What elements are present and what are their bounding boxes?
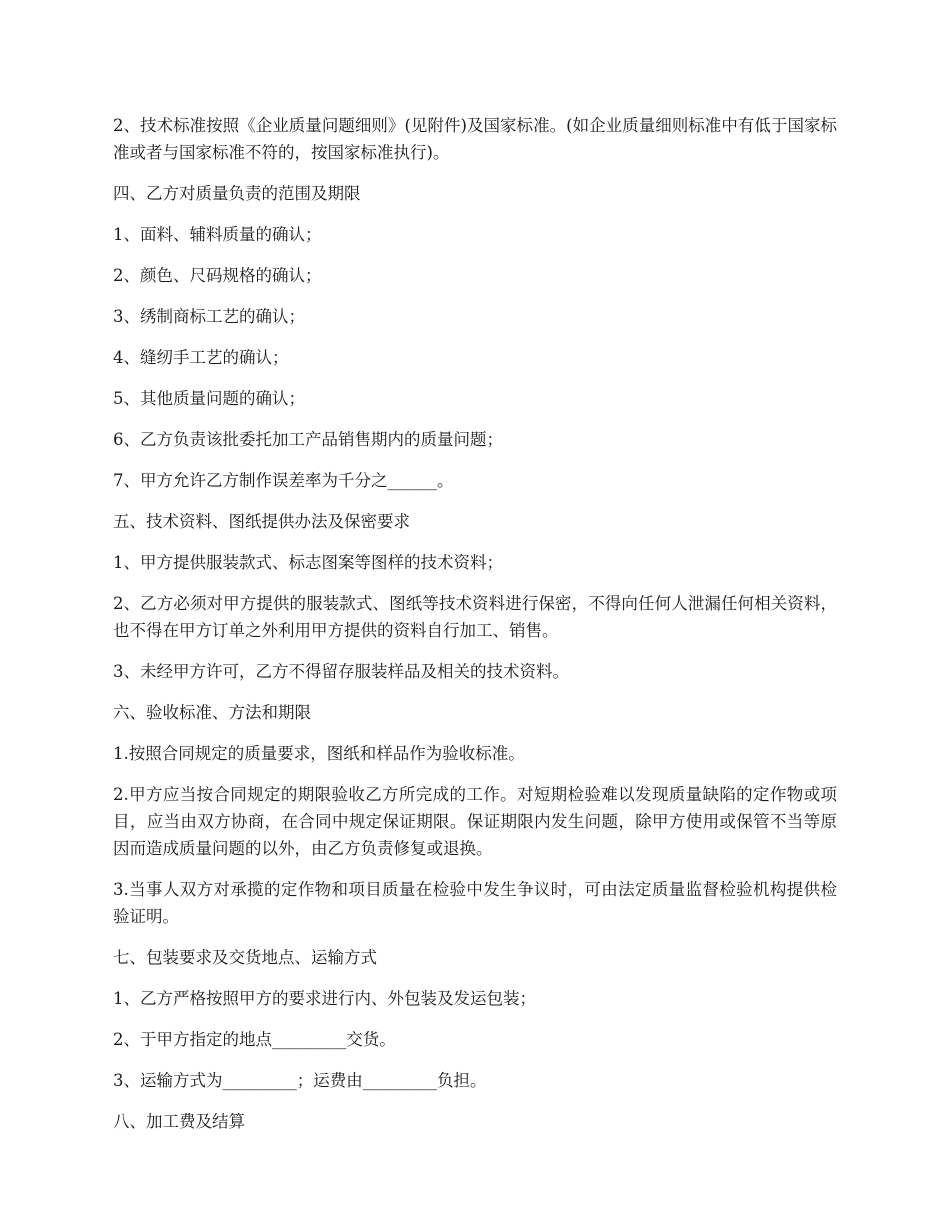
- section-heading-quality-scope: 四、乙方对质量负责的范围及期限: [113, 184, 361, 203]
- paragraph-technical-data-3: 3、未经甲方许可，乙方不得留存服装样品及相关的技术资料。: [113, 662, 569, 681]
- paragraph-item-1: 1、面料、辅料质量的确认；: [113, 225, 322, 244]
- paragraph-item-4: 4、缝纫手工艺的确认；: [113, 348, 289, 367]
- paragraph-item-2: 2、颜色、尺码规格的确认；: [113, 266, 322, 285]
- document-body: [113, 112, 837, 1149]
- paragraph-packaging-3: 3、运输方式为_________；运费由_________负担。: [113, 1071, 487, 1090]
- section-heading-acceptance: 六、验收标准、方法和期限: [113, 703, 311, 722]
- section-heading-technical-data: 五、技术资料、图纸提供办法及保密要求: [113, 512, 410, 531]
- paragraph-acceptance-2: 2.甲方应当按合同规定的期限验收乙方所完成的工作。对短期检验难以发现质量缺陷的定作物或项目，应当由双方协商，在合同中规定保证期限。保证期限内发生问题，除甲方使用或保管不当等原因而造成质量问题的以外，由乙方负责修复或退换。: [113, 785, 837, 858]
- paragraph-item-7: 7、甲方允许乙方制作误差率为千分之______。: [113, 471, 454, 490]
- paragraph-acceptance-1: 1.按照合同规定的质量要求，图纸和样品作为验收标准。: [113, 744, 525, 763]
- paragraph-acceptance-3: 3.当事人双方对承揽的定作物和项目质量在检验中发生争议时，可由法定质量监督检验机构提供检验证明。: [113, 880, 837, 926]
- paragraph-technical-data-2: 2、乙方必须对甲方提供的服装款式、图纸等技术资料进行保密，不得向任何人泄漏任何相关资料，也不得在甲方订单之外利用甲方提供的资料自行加工、销售。: [113, 594, 837, 640]
- paragraph-packaging-2: 2、于甲方指定的地点_________交货。: [113, 1030, 396, 1049]
- paragraph-technical-standard: 2、技术标准按照《企业质量问题细则》(见附件)及国家标准。(如企业质量细则标准中有低于国家标准或者与国家标准不符的，按国家标准执行)。: [113, 116, 837, 162]
- paragraph-technical-data-1: 1、甲方提供服装款式、标志图案等图样的技术资料；: [113, 553, 503, 572]
- paragraph-item-6: 6、乙方负责该批委托加工产品销售期内的质量问题；: [113, 430, 503, 449]
- section-heading-processing-fee: 八、加工费及结算: [113, 1112, 245, 1131]
- section-heading-packaging: 七、包装要求及交货地点、运输方式: [113, 948, 377, 967]
- paragraph-item-5: 5、其他质量问题的确认；: [113, 389, 305, 408]
- paragraph-item-3: 3、绣制商标工艺的确认；: [113, 307, 305, 326]
- paragraph-packaging-1: 1、乙方严格按照甲方的要求进行内、外包装及发运包装；: [113, 989, 536, 1008]
